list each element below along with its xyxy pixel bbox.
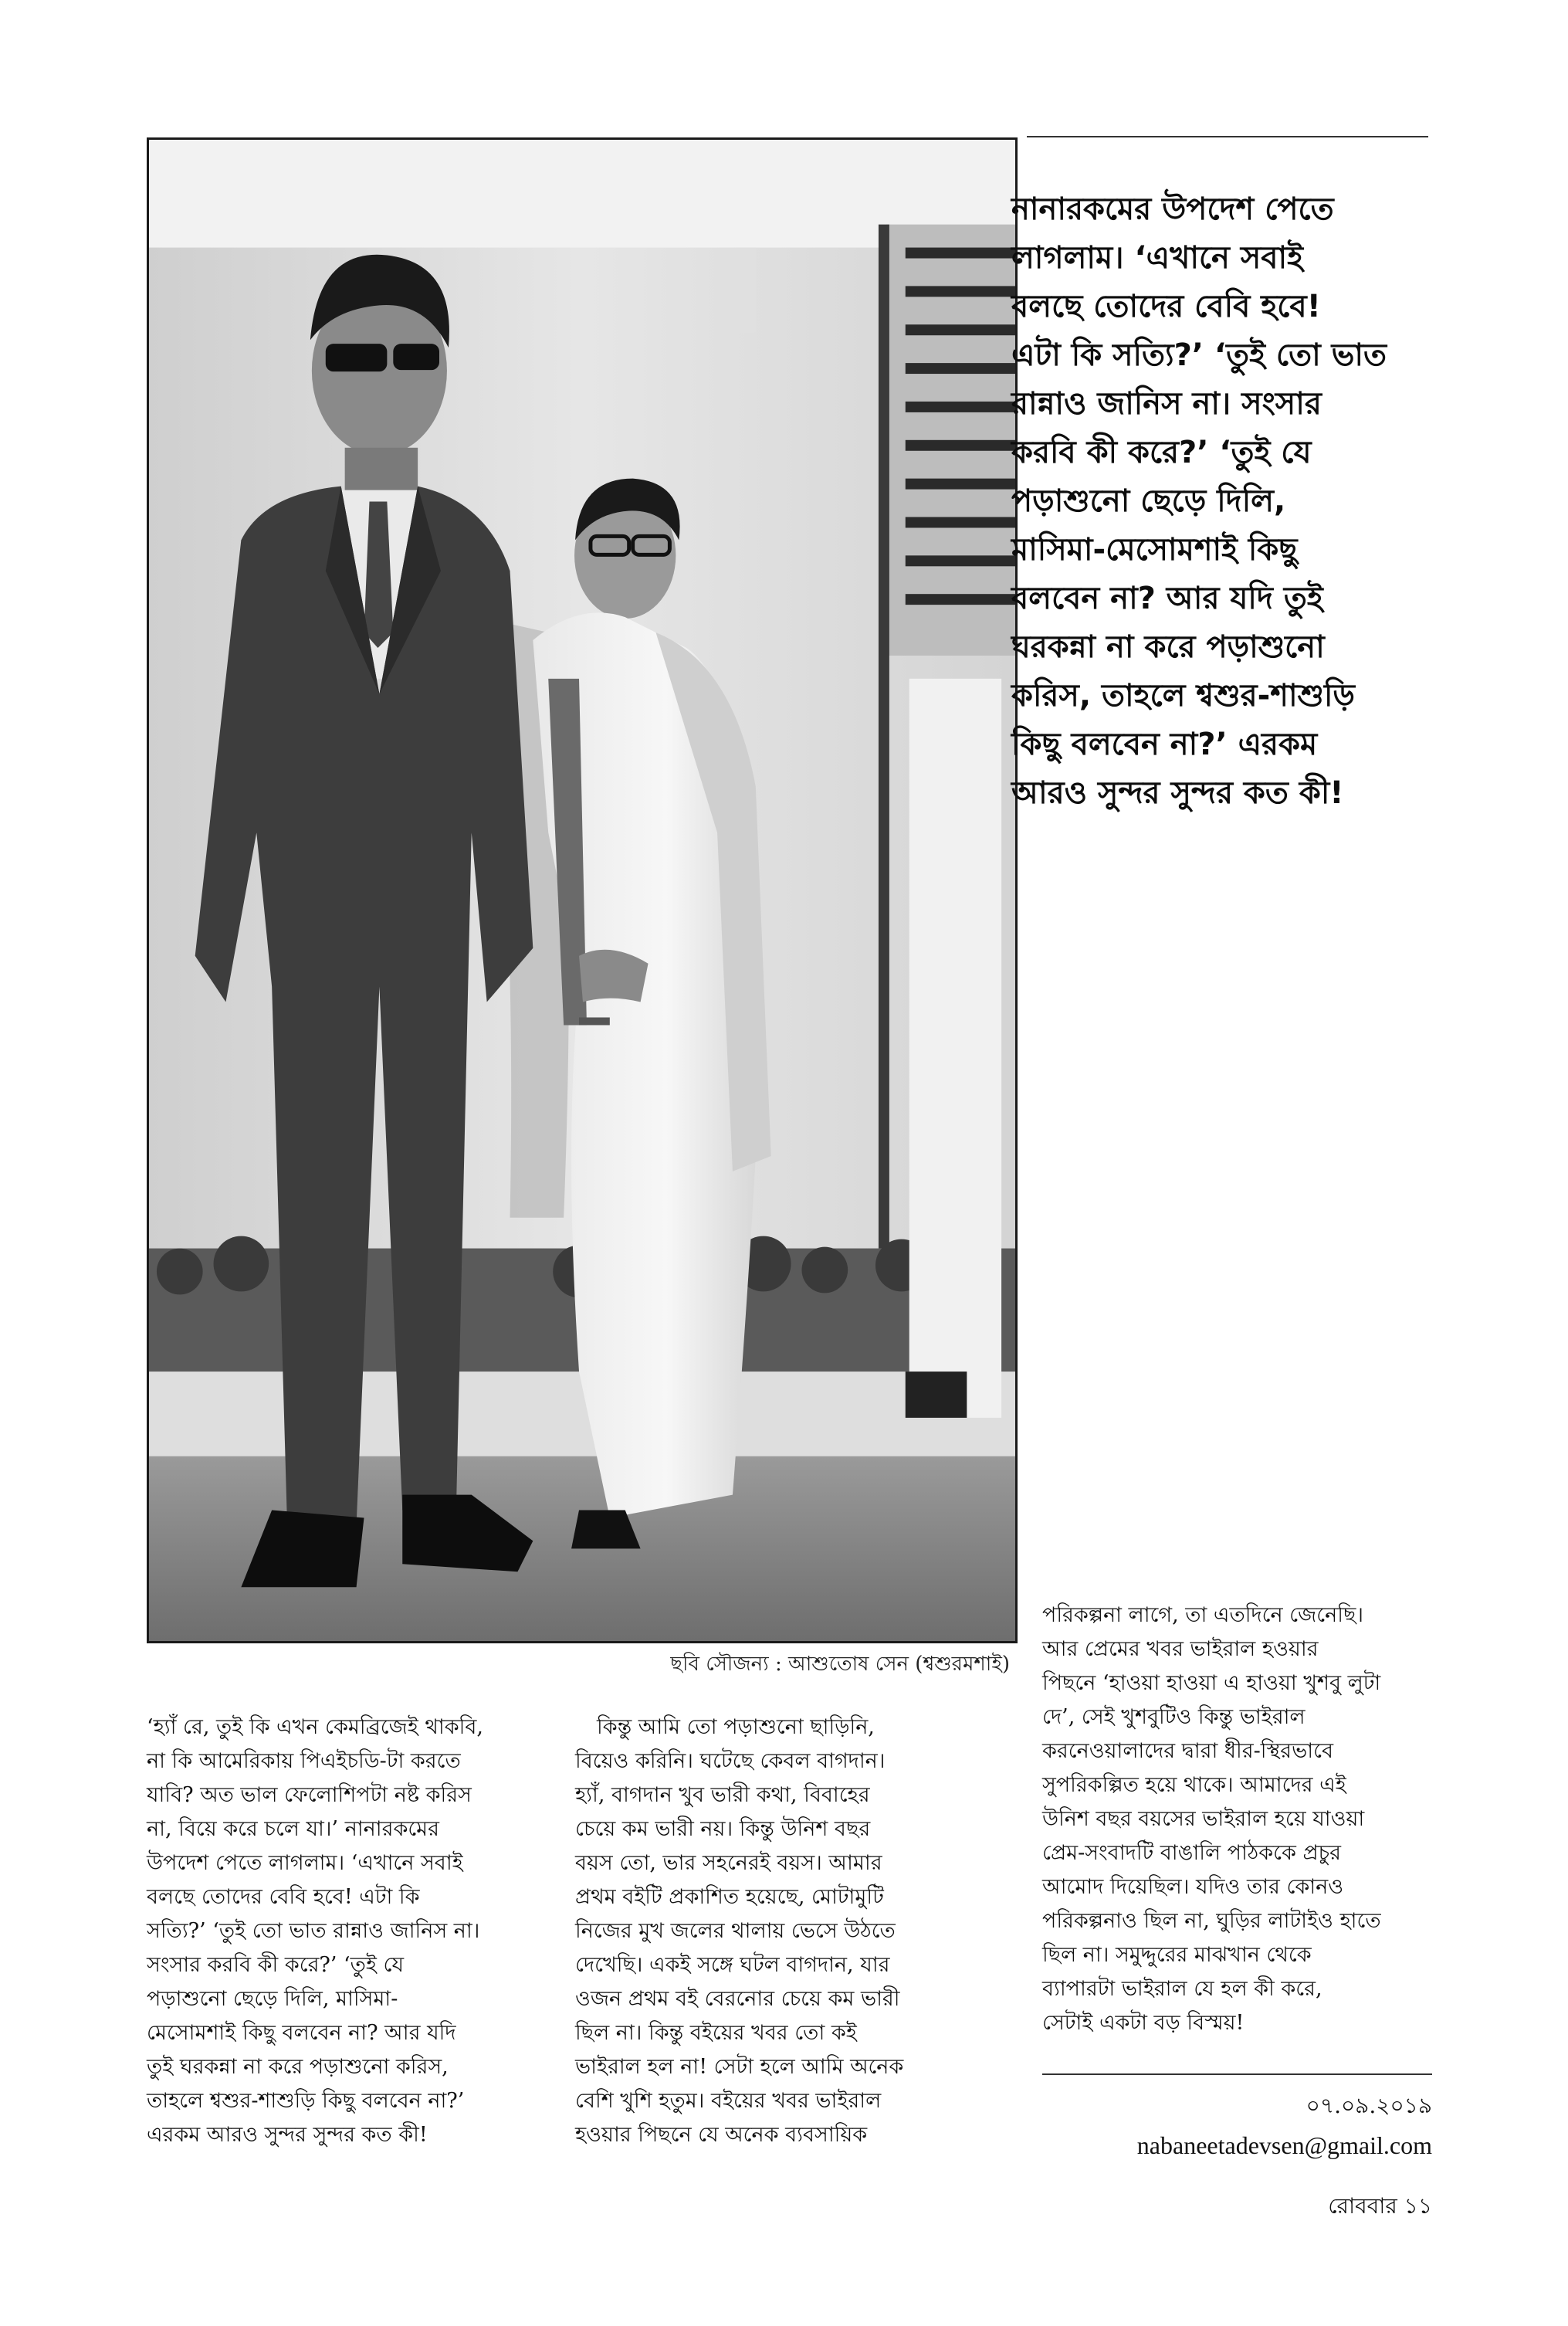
text-line: বিয়েও করিনি। ঘটেছে কেবল বাগদান।	[575, 1749, 886, 1773]
author-email[interactable]: nabaneetadevsen@gmail.com	[1136, 2131, 1432, 2159]
body-column-1	[147, 1711, 567, 2152]
couple-photo-illustration	[149, 140, 1015, 1641]
pull-quote-line: বলছে তোদের বেবি হবে!	[1011, 289, 1321, 324]
pull-quote-line: রান্নাও জানিস না। সংসার	[1011, 386, 1322, 422]
top-rule	[1027, 136, 1428, 137]
text-line: পরিকল্পনাও ছিল না, ঘুড়ির লাটাইও হাতে	[1042, 1909, 1381, 1933]
bottom-rule	[1042, 2073, 1432, 2075]
photograph	[147, 137, 1018, 1643]
text-line: দেখেছি। একই সঙ্গে ঘটল বাগদান, যার	[575, 1953, 890, 1977]
text-line: না, বিয়ে করে চলে যা।’ নানারকমের	[147, 1817, 440, 1841]
text-line: হওয়ার পিছনে যে অনেক ব্যবসায়িক	[575, 2123, 868, 2147]
text-line: ছিল না। কিন্তু বইয়ের খবর তো কই	[575, 2021, 857, 2045]
text-line: সেটাই একটা বড় বিস্ময়!	[1042, 2011, 1245, 2035]
body-column-3	[1042, 1599, 1436, 2040]
photo-caption: ছবি সৌজন্য : আশুতোষ সেন (শ্বশুরমশাই)	[670, 1653, 1010, 1676]
text-line: পড়াশুনো ছেড়ে দিলি, মাসিমা-	[147, 1987, 398, 2011]
pull-quote-line: পড়াশুনো ছেড়ে দিলি,	[1011, 483, 1286, 519]
text-line: সুপরিকল্পিত হয়ে থাকে। আমাদের এই	[1042, 1773, 1346, 1797]
pull-quote-line: করিস, তাহলে শ্বশুর-শাশুড়ি	[1011, 678, 1355, 714]
body-column-2	[575, 1711, 996, 2152]
text-line: উপদেশ পেতে লাগলাম। ‘এখানে সবাই	[147, 1851, 463, 1875]
text-line: বয়স তো, ভার সহনেরই বয়স। আমার	[575, 1851, 882, 1875]
pull-quote	[1011, 185, 1444, 818]
text-line: দে’, সেই খুশবুটিও কিন্তু ভাইরাল	[1042, 1705, 1306, 1729]
pull-quote-line: ঘরকন্না না করে পড়াশুনো	[1011, 629, 1325, 665]
text-line: প্রেম-সংবাদটি বাঙালি পাঠককে প্রচুর	[1042, 1841, 1342, 1865]
text-line: নিজের মুখ জলের থালায় ভেসে উঠতে	[575, 1919, 896, 1943]
text-line: ‘হ্যাঁ রে, তুই কি এখন কেমব্রিজেই থাকবি,	[147, 1715, 483, 1739]
text-line: পিছনে ‘হাওয়া হাওয়া এ হাওয়া খুশবু লুটা	[1042, 1671, 1381, 1695]
text-line: সত্যি?’ ‘তুই তো ভাত রান্নাও জানিস না।	[147, 1919, 480, 1943]
text-line: পরিকল্পনা লাগে, তা এতদিনে জেনেছি।	[1042, 1603, 1363, 1627]
text-line: আমোদ দিয়েছিল। যদিও তার কোনও	[1042, 1875, 1344, 1899]
text-line: কিন্তু আমি তো পড়াশুনো ছাড়িনি,	[597, 1715, 875, 1739]
text-line: সংসার করবি কী করে?’ ‘তুই যে	[147, 1953, 405, 1977]
text-line: তুই ঘরকন্না না করে পড়াশুনো করিস,	[147, 2055, 449, 2079]
pull-quote-line: মাসিমা-মেসোমশাই কিছু	[1011, 532, 1298, 568]
pull-quote-line: কিছু বলবেন না?’ এরকম	[1011, 727, 1318, 762]
pull-quote-line: বলবেন না? আর যদি তুই	[1011, 581, 1323, 616]
text-line: ভাইরাল হল না! সেটা হলে আমি অনেক	[575, 2055, 904, 2079]
text-line: হ্যাঁ, বাগদান খুব ভারী কথা, বিবাহের	[575, 1783, 870, 1807]
text-line: এরকম আরও সুন্দর সুন্দর কত কী!	[147, 2123, 428, 2147]
text-line: বলছে তোদের বেবি হবে! এটা কি	[147, 1885, 420, 1909]
text-line: মেসোমশাই কিছু বলবেন না? আর যদি	[147, 2021, 456, 2045]
text-line: উনিশ বছর বয়সের ভাইরাল হয়ে যাওয়া	[1042, 1807, 1365, 1831]
text-line: চেয়ে কম ভারী নয়। কিন্তু উনিশ বছর	[575, 1817, 871, 1841]
text-line: ছিল না। সমুদ্দুরের মাঝখান থেকে	[1042, 1943, 1312, 1967]
pull-quote-line: এটা কি সত্যি?’ ‘তুই তো ভাত	[1011, 337, 1387, 373]
text-line: আর প্রেমের খবর ভাইরাল হওয়ার	[1042, 1637, 1319, 1661]
text-line: ব্যাপারটা ভাইরাল যে হল কী করে,	[1042, 1977, 1322, 2001]
pull-quote-line: লাগলাম। ‘এখানে সবাই	[1011, 240, 1303, 276]
pull-quote-line: করবি কী করে?’ ‘তুই যে	[1011, 435, 1312, 470]
pull-quote-line: নানারকমের উপদেশ পেতে	[1011, 192, 1334, 227]
text-line: না কি আমেরিকায় পিএইচডি-টা করতে	[147, 1749, 461, 1773]
text-line: তাহলে শ্বশুর-শাশুড়ি কিছু বলবেন না?’	[147, 2089, 465, 2113]
text-line: করনেওয়ালাদের দ্বারা ধীর-স্থিরভাবে	[1042, 1739, 1333, 1763]
text-line: বেশি খুশি হতুম। বইয়ের খবর ভাইরাল	[575, 2089, 882, 2113]
text-line: যাবি? অত ভাল ফেলোশিপটা নষ্ট করিস	[147, 1783, 472, 1807]
text-line: ওজন প্রথম বই বেরনোর চেয়ে কম ভারী	[575, 1987, 900, 2011]
page-number: রোববার ১১	[1328, 2193, 1432, 2219]
pull-quote-line: আরও সুন্দর সুন্দর কত কী!	[1011, 775, 1344, 811]
text-line: প্রথম বইটি প্রকাশিত হয়েছে, মোটামুটি	[575, 1885, 884, 1909]
publish-date: ০৭.০৯.২০১৯	[1306, 2093, 1432, 2118]
